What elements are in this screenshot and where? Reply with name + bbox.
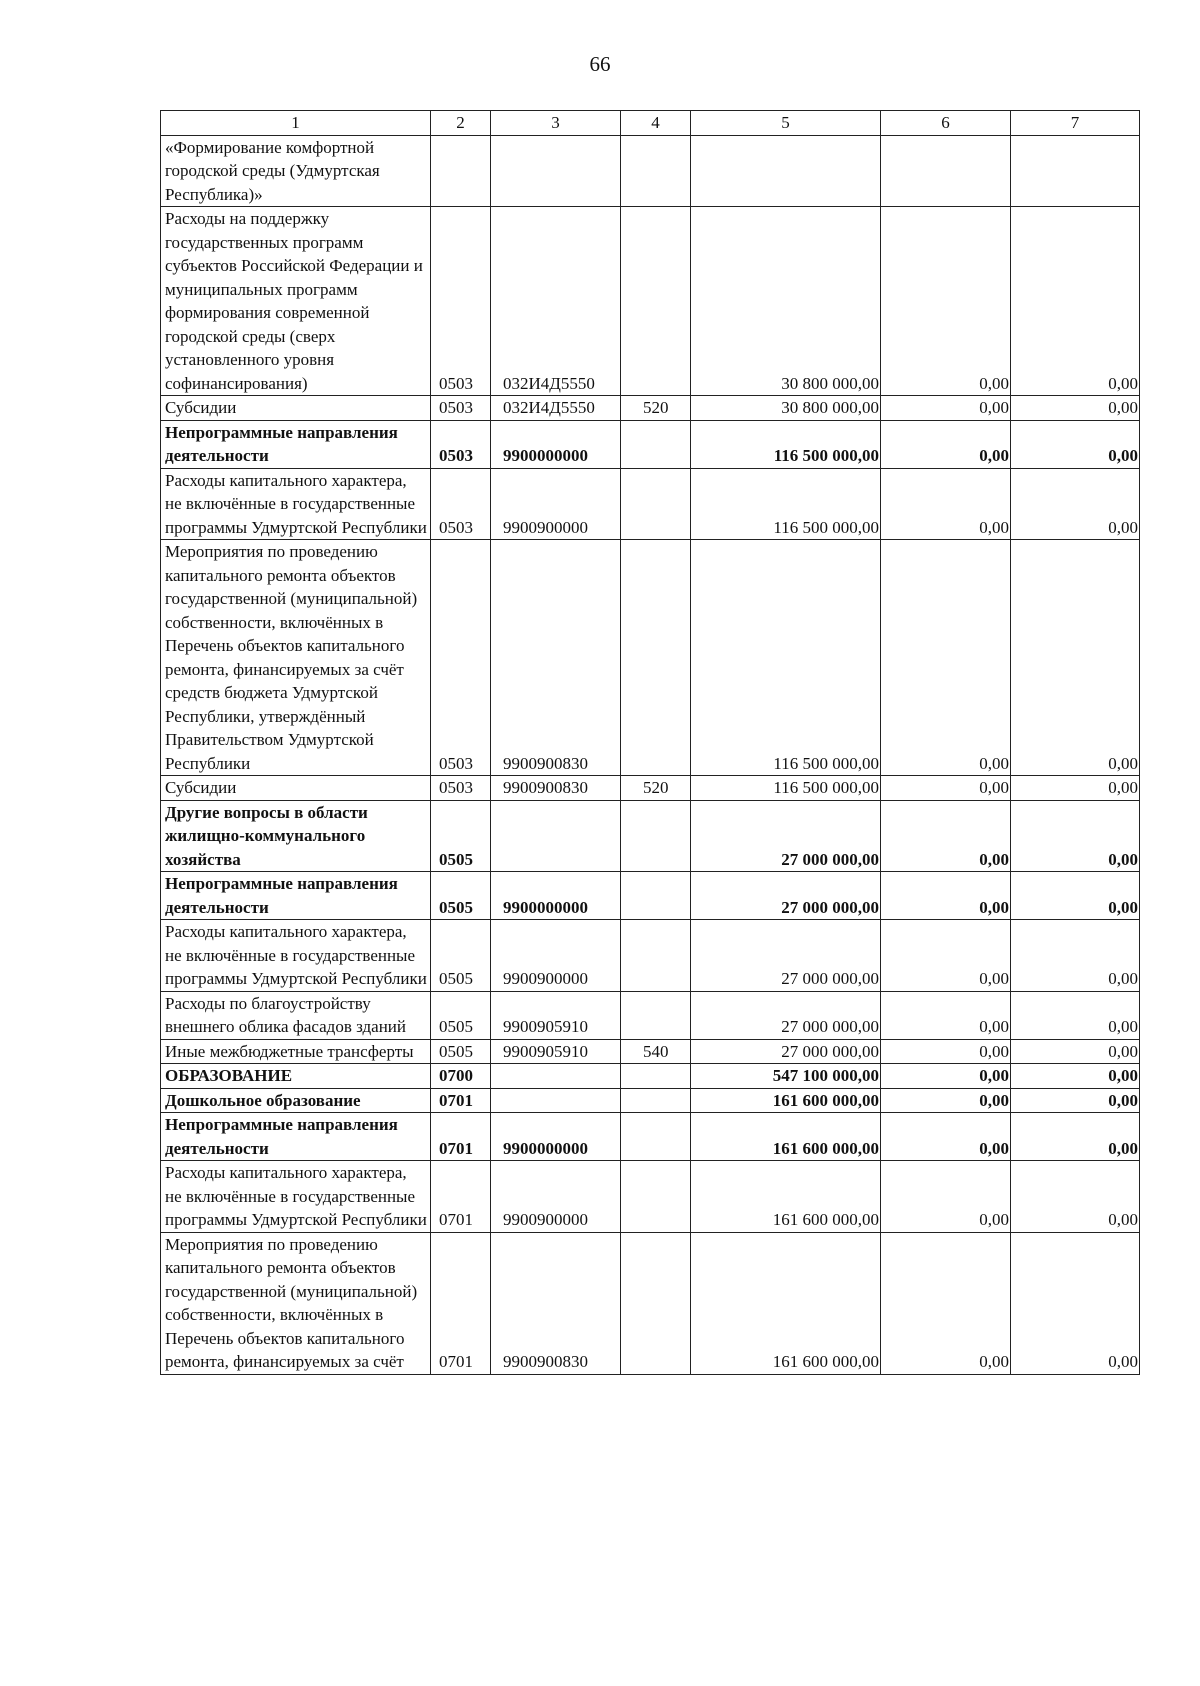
- amount-cell: 161 600 000,00: [691, 1161, 881, 1233]
- expense-type-cell: [621, 1088, 691, 1113]
- column-number: 2: [431, 111, 491, 136]
- table-row: [161, 1088, 1140, 1113]
- target-code-cell: 9900900000: [491, 920, 621, 992]
- target-code-cell: 9900900000: [491, 1161, 621, 1233]
- target-code-cell: 9900900000: [491, 468, 621, 540]
- row-name-cell: Расходы по благоустройству внешнего облика фасадов зданий: [161, 991, 431, 1039]
- section-code-cell: 0503: [431, 420, 491, 468]
- column-number: 5: [691, 111, 881, 136]
- column-6-value-cell: 0,00: [881, 396, 1011, 421]
- column-6-value-cell: 0,00: [881, 800, 1011, 872]
- row-name-cell: Непрограммные направления деятельности: [161, 1113, 431, 1161]
- column-number: 6: [881, 111, 1011, 136]
- table-row: [161, 991, 1140, 1039]
- column-7-value-cell: 0,00: [1011, 1113, 1140, 1161]
- column-7-value-cell: 0,00: [1011, 1064, 1140, 1089]
- column-6-value-cell: 0,00: [881, 207, 1011, 396]
- row-name-cell: Другие вопросы в области жилищно-коммунального хозяйства: [161, 800, 431, 872]
- row-name-cell: Субсидии: [161, 776, 431, 801]
- table-row: [161, 540, 1140, 776]
- expense-type-cell: [621, 540, 691, 776]
- expense-type-cell: 540: [621, 1039, 691, 1064]
- expense-type-cell: [621, 1113, 691, 1161]
- section-code-cell: 0505: [431, 800, 491, 872]
- section-code-cell: 0503: [431, 540, 491, 776]
- row-name-cell: Расходы капитального характера, не включённые в государственные программы Удмуртской Республики: [161, 468, 431, 540]
- table-row: [161, 420, 1140, 468]
- column-7-value-cell: 0,00: [1011, 920, 1140, 992]
- target-code-cell: [491, 1064, 621, 1089]
- column-6-value-cell: 0,00: [881, 1232, 1011, 1374]
- table-row: [161, 1113, 1140, 1161]
- amount-cell: 161 600 000,00: [691, 1113, 881, 1161]
- column-7-value-cell: 0,00: [1011, 1232, 1140, 1374]
- target-code-cell: [491, 800, 621, 872]
- table-row: [161, 1039, 1140, 1064]
- amount-cell: 27 000 000,00: [691, 920, 881, 992]
- row-name-cell: Непрограммные направления деятельности: [161, 420, 431, 468]
- section-code-cell: 0503: [431, 468, 491, 540]
- table-row: [161, 776, 1140, 801]
- row-name-cell: Мероприятия по проведению капитального ремонта объектов государственной (муниципальной) собственности, включённых в Перечень объектов капитального ремонта, финансируемых за счёт: [161, 1232, 431, 1374]
- expense-type-cell: [621, 468, 691, 540]
- amount-cell: 116 500 000,00: [691, 420, 881, 468]
- target-code-cell: 032И4Д5550: [491, 396, 621, 421]
- target-code-cell: 9900905910: [491, 1039, 621, 1064]
- section-code-cell: 0503: [431, 207, 491, 396]
- row-name-cell: Расходы на поддержку государственных программ субъектов Российской Федерации и муниципальных программ формирования современной городской среды (сверх установленного уровня софинансирования): [161, 207, 431, 396]
- section-code-cell: [431, 135, 491, 207]
- column-6-value-cell: 0,00: [881, 991, 1011, 1039]
- column-6-value-cell: 0,00: [881, 1064, 1011, 1089]
- section-code-cell: 0505: [431, 872, 491, 920]
- table-row: [161, 920, 1140, 992]
- target-code-cell: 9900905910: [491, 991, 621, 1039]
- row-name-cell: Мероприятия по проведению капитального ремонта объектов государственной (муниципальной) собственности, включённых в Перечень объектов капитального ремонта, финансируемых за счёт средств бюджета Удмуртской Республики, утверждённый Правительством Удмуртской Республики: [161, 540, 431, 776]
- table-row: [161, 1161, 1140, 1233]
- amount-cell: 27 000 000,00: [691, 1039, 881, 1064]
- column-6-value-cell: 0,00: [881, 872, 1011, 920]
- budget-table: [160, 110, 1140, 1375]
- amount-cell: [691, 135, 881, 207]
- column-6-value-cell: [881, 135, 1011, 207]
- expense-type-cell: [621, 420, 691, 468]
- table-row: [161, 872, 1140, 920]
- column-6-value-cell: 0,00: [881, 1088, 1011, 1113]
- target-code-cell: 032И4Д5550: [491, 207, 621, 396]
- amount-cell: 161 600 000,00: [691, 1088, 881, 1113]
- column-6-value-cell: 0,00: [881, 1161, 1011, 1233]
- target-code-cell: [491, 135, 621, 207]
- section-code-cell: 0505: [431, 1039, 491, 1064]
- amount-cell: 30 800 000,00: [691, 207, 881, 396]
- row-name-cell: Расходы капитального характера, не включённые в государственные программы Удмуртской Республики: [161, 920, 431, 992]
- column-7-value-cell: [1011, 135, 1140, 207]
- amount-cell: 116 500 000,00: [691, 776, 881, 801]
- amount-cell: 27 000 000,00: [691, 991, 881, 1039]
- table-row: [161, 800, 1140, 872]
- expense-type-cell: [621, 920, 691, 992]
- section-code-cell: 0701: [431, 1161, 491, 1233]
- target-code-cell: 9900000000: [491, 420, 621, 468]
- column-7-value-cell: 0,00: [1011, 540, 1140, 776]
- table-row: [161, 1064, 1140, 1089]
- row-name-cell: Субсидии: [161, 396, 431, 421]
- expense-type-cell: [621, 991, 691, 1039]
- column-7-value-cell: 0,00: [1011, 776, 1140, 801]
- amount-cell: 547 100 000,00: [691, 1064, 881, 1089]
- column-7-value-cell: 0,00: [1011, 991, 1140, 1039]
- row-name-cell: «Формирование комфортной городской среды (Удмуртская Республика)»: [161, 135, 431, 207]
- row-name-cell: Иные межбюджетные трансферты: [161, 1039, 431, 1064]
- target-code-cell: 9900000000: [491, 1113, 621, 1161]
- column-7-value-cell: 0,00: [1011, 207, 1140, 396]
- table-row: [161, 207, 1140, 396]
- column-7-value-cell: 0,00: [1011, 396, 1140, 421]
- expense-type-cell: 520: [621, 396, 691, 421]
- row-name-cell: Дошкольное образование: [161, 1088, 431, 1113]
- expense-type-cell: [621, 135, 691, 207]
- column-number: 1: [161, 111, 431, 136]
- expense-type-cell: [621, 872, 691, 920]
- row-name-cell: Расходы капитального характера, не включённые в государственные программы Удмуртской Республики: [161, 1161, 431, 1233]
- column-6-value-cell: 0,00: [881, 468, 1011, 540]
- column-7-value-cell: 0,00: [1011, 800, 1140, 872]
- page-number: 66: [589, 52, 611, 76]
- row-name-cell: ОБРАЗОВАНИЕ: [161, 1064, 431, 1089]
- column-7-value-cell: 0,00: [1011, 1039, 1140, 1064]
- section-code-cell: 0701: [431, 1113, 491, 1161]
- row-name-cell: Непрограммные направления деятельности: [161, 872, 431, 920]
- table-row: [161, 468, 1140, 540]
- column-number: 7: [1011, 111, 1140, 136]
- expense-type-cell: [621, 207, 691, 396]
- amount-cell: 161 600 000,00: [691, 1232, 881, 1374]
- column-6-value-cell: 0,00: [881, 776, 1011, 801]
- target-code-cell: 9900900830: [491, 540, 621, 776]
- expense-type-cell: [621, 1161, 691, 1233]
- target-code-cell: 9900900830: [491, 1232, 621, 1374]
- column-number: 4: [621, 111, 691, 136]
- column-7-value-cell: 0,00: [1011, 1088, 1140, 1113]
- column-number-row: [161, 111, 1140, 136]
- column-7-value-cell: 0,00: [1011, 420, 1140, 468]
- column-number: 3: [491, 111, 621, 136]
- table-row: [161, 396, 1140, 421]
- expense-type-cell: [621, 1232, 691, 1374]
- section-code-cell: 0505: [431, 991, 491, 1039]
- target-code-cell: 9900900830: [491, 776, 621, 801]
- amount-cell: 27 000 000,00: [691, 872, 881, 920]
- section-code-cell: 0700: [431, 1064, 491, 1089]
- expense-type-cell: [621, 800, 691, 872]
- section-code-cell: 0701: [431, 1232, 491, 1374]
- column-6-value-cell: 0,00: [881, 1039, 1011, 1064]
- column-7-value-cell: 0,00: [1011, 468, 1140, 540]
- amount-cell: 30 800 000,00: [691, 396, 881, 421]
- table-row: [161, 135, 1140, 207]
- expense-type-cell: [621, 1064, 691, 1089]
- column-6-value-cell: 0,00: [881, 920, 1011, 992]
- amount-cell: 116 500 000,00: [691, 540, 881, 776]
- amount-cell: 27 000 000,00: [691, 800, 881, 872]
- section-code-cell: 0503: [431, 396, 491, 421]
- target-code-cell: [491, 1088, 621, 1113]
- column-7-value-cell: 0,00: [1011, 1161, 1140, 1233]
- column-6-value-cell: 0,00: [881, 540, 1011, 776]
- section-code-cell: 0701: [431, 1088, 491, 1113]
- expense-type-cell: 520: [621, 776, 691, 801]
- amount-cell: 116 500 000,00: [691, 468, 881, 540]
- section-code-cell: 0503: [431, 776, 491, 801]
- table-row: [161, 1232, 1140, 1374]
- section-code-cell: 0505: [431, 920, 491, 992]
- column-6-value-cell: 0,00: [881, 420, 1011, 468]
- column-6-value-cell: 0,00: [881, 1113, 1011, 1161]
- target-code-cell: 9900000000: [491, 872, 621, 920]
- column-7-value-cell: 0,00: [1011, 872, 1140, 920]
